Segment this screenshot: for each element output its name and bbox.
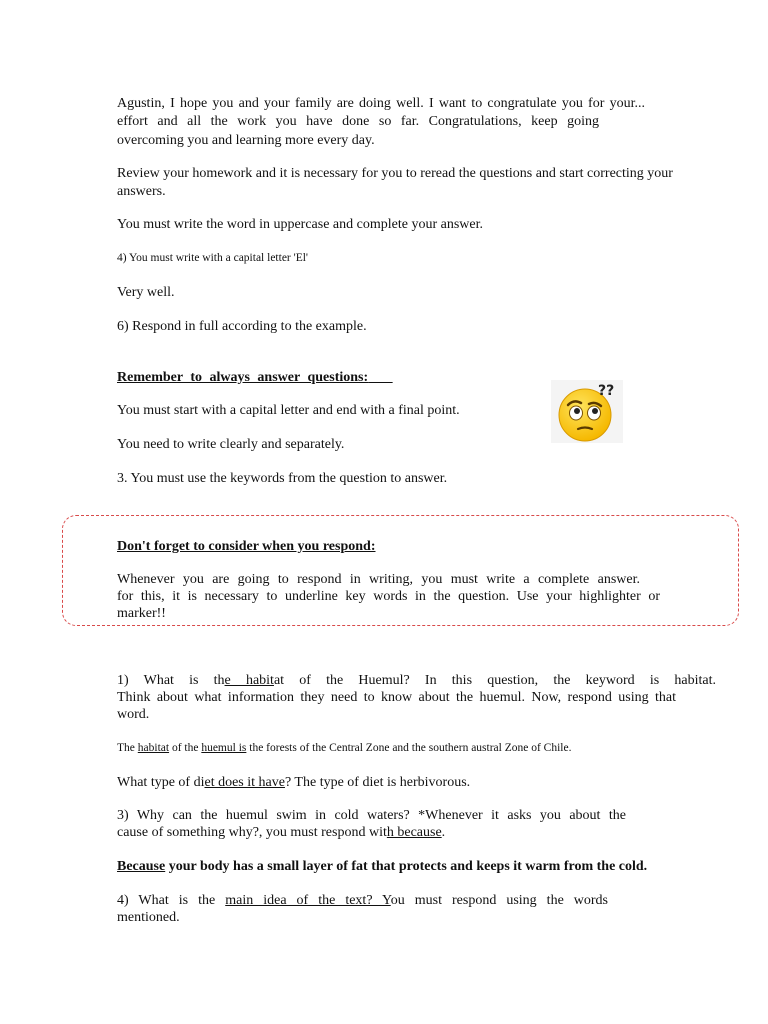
question-3-part-a: cause of something why?, you must respond wit: [117, 825, 387, 840]
question-2-part-a: What type of di: [117, 775, 205, 790]
intro-line-2: effort and all the work you have done so far. Congratulations, keep going: [117, 114, 599, 129]
review-line-1: Review your homework and it is necessary for you to reread the questions and start correcting your: [117, 166, 673, 181]
reminder-heading: [117, 538, 376, 555]
reminder-heading-text: Don't forget to consider when you respond:: [117, 539, 376, 554]
question-2-part-c: ? The type of diet is herbivorous.: [284, 775, 471, 790]
question-3-line-2: [117, 824, 445, 841]
respond-full-note: 6) Respond in full according to the example.: [117, 319, 367, 334]
answer-1-part-c: of the: [169, 742, 202, 754]
remember-heading-text: Remember to always answer questions:: [117, 370, 369, 385]
question-4-line-2: mentioned.: [117, 910, 180, 925]
question-1-part-a: 1) What is th: [117, 673, 225, 688]
answer-3-because: Because: [117, 859, 166, 874]
question-1-line-2: Think about what information they need to know about the huemul. Now, respond using that: [117, 690, 676, 705]
reminder-line-1: Whenever you are going to respond in writing, you must write a complete answer.: [117, 572, 640, 587]
remember-write-clearly: You need to write clearly and separately.: [117, 437, 345, 452]
very-well-note: Very well.: [117, 285, 175, 300]
question-3-part-c: .: [441, 825, 446, 840]
answer-1: [117, 740, 571, 757]
answer-1-part-a: The: [117, 742, 138, 754]
question-marks: ??: [598, 383, 615, 399]
question-1-part-c: at of the Huemul? In this question, the keyword is habitat.: [273, 673, 716, 688]
intro-line-3: overcoming you and learning more every day.: [117, 133, 375, 148]
question-4-line-1: [117, 892, 608, 909]
question-1-keyword-underline: e habit: [224, 673, 274, 688]
reminder-line-2: for this, it is necessary to underline key words in the question. Use your highlighter or: [117, 589, 660, 604]
intro-line-1: Agustin, I hope you and your family are doing well. I want to congratulate you for your...: [117, 96, 645, 111]
question-2-underline: et does it have: [204, 775, 285, 790]
remember-start-capital: You must start with a capital letter and end with a final point.: [117, 403, 460, 418]
question-3-because-underline: h because: [386, 825, 442, 840]
question-4-main-idea-underline: main idea of the text? Y: [225, 893, 391, 908]
question-1-line-1: [117, 672, 716, 689]
review-line-2: answers.: [117, 184, 166, 199]
answer-1-part-e: the forests of the Central Zone and the southern austral Zone of Chile.: [246, 742, 572, 754]
answer-3-rest: your body has a small layer of fat that protects and keeps it warm from the cold.: [165, 859, 648, 874]
thinking-face-icon: [551, 380, 623, 443]
reminder-line-3: marker!!: [117, 606, 166, 621]
question-2: [117, 774, 470, 791]
remember-keywords: 3. You must use the keywords from the question to answer.: [117, 471, 448, 486]
remember-heading-underline-tail: [368, 370, 393, 385]
uppercase-note: You must write the word in uppercase and complete your answer.: [117, 217, 483, 232]
capital-el-note: 4) You must write with a capital letter 'El': [117, 252, 308, 264]
question-4-part-c: ou must respond using the words: [390, 893, 609, 908]
question-1-line-3: word.: [117, 707, 150, 722]
question-4-part-a: 4) What is the: [117, 893, 226, 908]
answer-1-habitat: habitat: [137, 742, 170, 754]
remember-heading: [117, 369, 393, 386]
answer-3: [117, 858, 647, 875]
question-3-line-1: 3) Why can the huemul swim in cold waters? *Whenever it asks you about the: [117, 808, 626, 823]
answer-1-huemul: huemul is: [201, 742, 247, 754]
